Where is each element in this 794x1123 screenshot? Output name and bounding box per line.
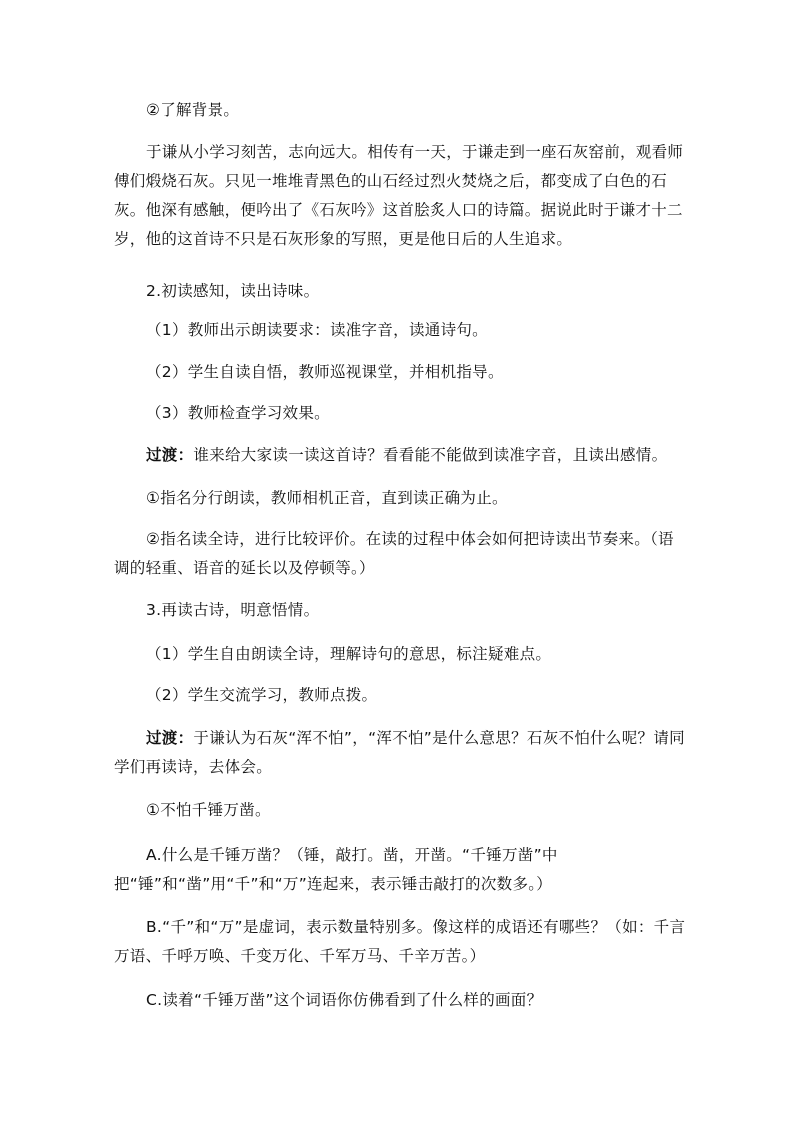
paragraph-full-reading: ②指名读全诗，进行比较评价。在读的过程中体会如何把诗读出节奏来。（语调的轻重、语音的延长以及停顿等。）	[114, 530, 674, 577]
paragraph-question-a: A.什么是千锤万凿？（锤，敲打。凿，开凿。“千锤万凿”中把“锤”和“凿”用“千”和“万”连起来，表示锤击敲打的次数多。）	[114, 846, 558, 893]
paragraph-rereading-heading: 3.再读古诗，明意悟情。	[146, 601, 320, 619]
transition-text: 谁来给大家读一读这首诗？看看能不能做到读准字音，且读出感情。	[193, 446, 668, 464]
paragraph-step-1: （1）教师出示朗读要求：读准字音，读通诗句。	[146, 321, 488, 339]
paragraph-free-reading: （1）学生自由朗读全诗，理解诗句的意思，标注疑难点。	[146, 645, 552, 663]
paragraph-step-3: （3）教师检查学习效果。	[146, 404, 330, 422]
paragraph-transition-2	[114, 724, 688, 782]
paragraph-exchange-learning: （2）学生交流学习，教师点拨。	[146, 686, 378, 704]
paragraph-transition-1	[114, 441, 688, 470]
paragraph-background-heading: ②了解背景。	[146, 101, 240, 119]
transition-label: 过渡：	[146, 729, 194, 747]
paragraph-first-reading-heading: 2.初读感知，读出诗味。	[146, 282, 320, 300]
paragraph-not-afraid: ①不怕千锤万凿。	[146, 801, 271, 819]
transition-label: 过渡：	[146, 446, 194, 464]
paragraph-step-2: （2）学生自读自悟，教师巡视课堂，并相机指导。	[146, 363, 504, 381]
transition-text: 于谦认为石灰“浑不怕”，“浑不怕”是什么意思？石灰不怕什么呢？请同学们再读诗，去体会。	[114, 729, 685, 776]
paragraph-question-b: B.“千”和“万”是虚词，表示数量特别多。像这样的成语还有哪些？（如：千言万语、千呼万唤、千变万化、千军万马、千辛万苦。）	[114, 918, 686, 965]
paragraph-line-reading: ①指名分行朗读，教师相机正音，直到读正确为止。	[146, 489, 508, 507]
paragraph-question-c: C.读着“千锤万凿”这个词语你仿佛看到了什么样的画面？	[146, 991, 543, 1009]
paragraph-background-story: 于谦从小学习刻苦，志向远大。相传有一天，于谦走到一座石灰窑前，观看师傅们煅烧石灰。只见一堆堆青黑色的山石经过烈火焚烧之后，都变成了白色的石灰。他深有感触，便吟出了《石灰吟》这首脍炙人口的诗篇。据说此时于谦才十二岁，他的这首诗不只是石灰形象的写照，更是他日后的人生追求。	[114, 143, 684, 248]
